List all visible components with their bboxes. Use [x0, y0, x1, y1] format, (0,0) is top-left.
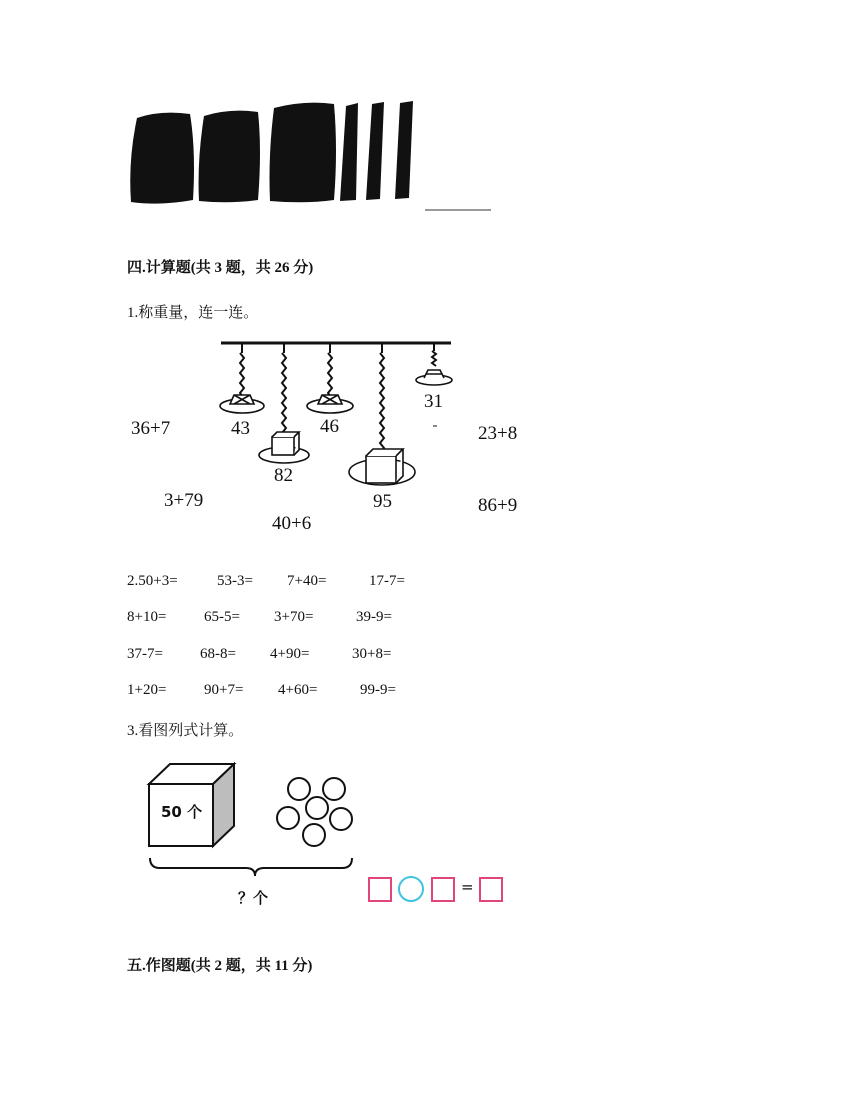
q2-row-2-item-2: 65-5=: [204, 609, 240, 625]
scale-label-31: 31: [424, 391, 443, 412]
scale-label-46: 46: [320, 416, 339, 437]
equals-sign: =: [461, 878, 474, 896]
expression-3-79: 3+79: [164, 490, 204, 511]
circle-cluster: [277, 778, 352, 846]
q2-row-4-item-2: 90+7=: [204, 682, 244, 698]
q2-row-3-item-2: 68-8=: [200, 646, 236, 662]
q2-row-1-item-4: 17-7=: [369, 573, 405, 589]
expression-40-6: 40+6: [272, 513, 312, 534]
circle: [277, 807, 299, 829]
q2-row-4-item-4: 99-9=: [360, 682, 396, 698]
q2-row-3-item-3: 4+90=: [270, 646, 310, 662]
q2-row-3-item-4: 30+8=: [352, 646, 392, 662]
q1-prompt: 1.称重量，连一连。: [127, 305, 259, 321]
q2-row-4-item-3: 4+60=: [278, 682, 318, 698]
q2-row-4-item-1: 1+20=: [127, 682, 167, 698]
circle: [303, 824, 325, 846]
circle: [288, 778, 310, 800]
answer-box-2: [432, 878, 454, 901]
q2-row-2-item-4: 39-9=: [356, 609, 392, 625]
q2-row-3-item-1: 37-7=: [127, 646, 163, 662]
operator-circle: [399, 877, 423, 901]
total-label: ？个: [238, 889, 269, 907]
scale-label-95: 95: [373, 491, 392, 512]
circle: [330, 808, 352, 830]
section5-heading: 五.作图题(共 2 题，共 11 分): [127, 958, 313, 974]
scale-label-82: 82: [274, 465, 293, 486]
q2-row-1-item-2: 53-3=: [217, 573, 253, 589]
q2-row-1-item-3: 7+40=: [287, 573, 327, 589]
expression-36-7: 36+7: [131, 418, 171, 439]
circle: [323, 778, 345, 800]
cube-label: 50 个: [161, 803, 203, 821]
q3-prompt: 3.看图列式计算。: [127, 723, 244, 739]
expression-23-8: 23+8: [478, 423, 518, 444]
total-brace: [150, 858, 352, 876]
section4-heading: 四.计算题(共 3 题，共 26 分): [127, 260, 314, 276]
scale-label-43: 43: [231, 418, 250, 439]
q2-row-2-item-3: 3+70=: [274, 609, 314, 625]
expression-86-9: 86+9: [478, 495, 518, 516]
answer-box-3: [480, 878, 502, 901]
answer-box-1: [369, 878, 391, 901]
circle: [306, 797, 328, 819]
q2-row-2-item-1: 8+10=: [127, 609, 167, 625]
q2-row-1-item-1: 2.50+3=: [127, 573, 178, 589]
